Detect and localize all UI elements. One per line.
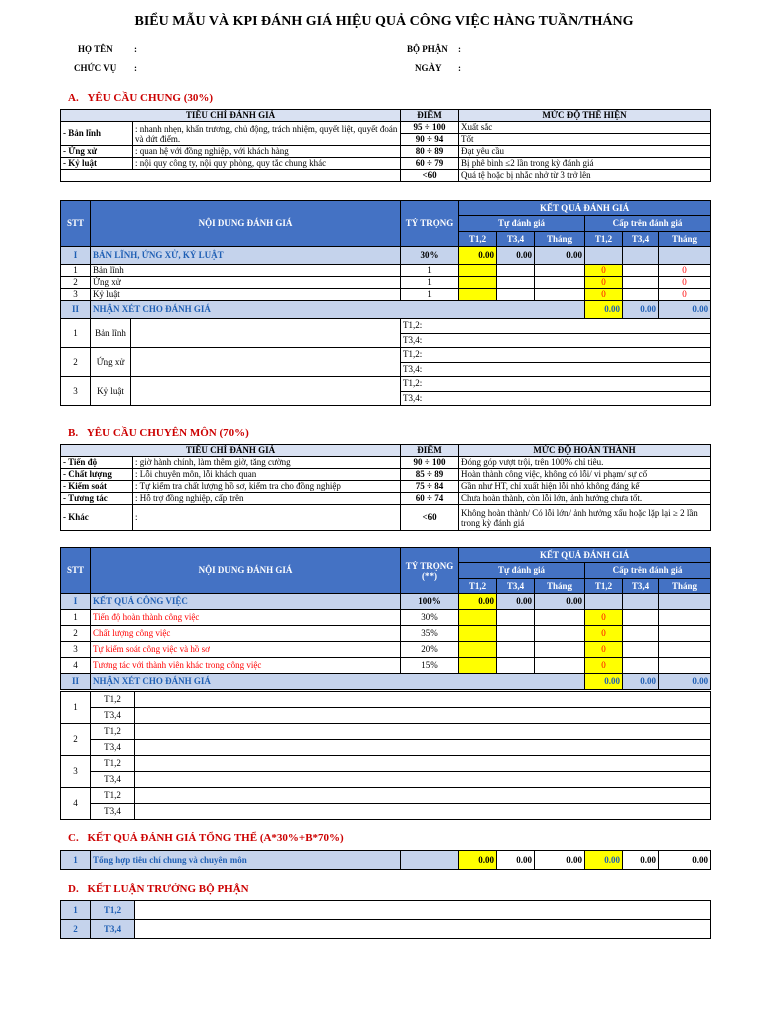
- empty-cell: [659, 594, 711, 610]
- section-d-title: KẾT LUẬN TRƯỞNG BỘ PHẬN: [87, 883, 249, 895]
- comment-t12[interactable]: T1,2:: [401, 377, 711, 392]
- header-month: Tháng: [535, 232, 585, 247]
- crit-name: - Bản lĩnh: [61, 122, 133, 146]
- header-month: Tháng: [659, 232, 711, 247]
- comment-cell: [91, 348, 401, 377]
- empty-cell: [585, 247, 623, 265]
- group-name: NHẬN XÉT CHO ĐÁNH GIÁ: [91, 674, 585, 690]
- comment-label: Ứng xử: [91, 348, 131, 376]
- comment-t12[interactable]: T1,2:: [401, 319, 711, 334]
- total-self-month: 0.00: [535, 851, 585, 870]
- sup-score-t12[interactable]: 0: [585, 277, 623, 289]
- header-t34: T3,4: [623, 232, 659, 247]
- comment-label-t12: T1,2: [91, 788, 135, 804]
- comment-stt: 1: [61, 692, 91, 724]
- comment-t12[interactable]: T1,2:: [401, 348, 711, 363]
- section-d-heading: [68, 883, 249, 895]
- item-stt: 1: [61, 610, 91, 626]
- empty-cell: [585, 594, 623, 610]
- header-month: Tháng: [659, 579, 711, 594]
- sup-score-t34[interactable]: [623, 289, 659, 301]
- header-weight: TỶ TRỌNG: [405, 560, 454, 571]
- item-name: Ứng xử: [91, 277, 401, 289]
- crit-level: Quá tệ hoặc bị nhắc nhở từ 3 trở lên: [459, 170, 711, 182]
- self-score-input[interactable]: [535, 610, 585, 626]
- self-score-input[interactable]: [459, 658, 497, 674]
- crit-header-name: TIÊU CHÍ ĐÁNH GIÁ: [61, 445, 401, 457]
- item-name: Bản lĩnh: [91, 265, 401, 277]
- chuc-vu-label: CHỨC VỤ: [74, 63, 117, 73]
- sup-score-t34[interactable]: [623, 277, 659, 289]
- total-self-t34: 0.00: [497, 851, 535, 870]
- crit-level: Đóng góp vượt trội, trên 100% chỉ tiêu.: [459, 457, 711, 469]
- total-sup-t12: 0.00: [585, 851, 623, 870]
- header-t12: T1,2: [459, 232, 497, 247]
- sup-score-month: [659, 610, 711, 626]
- sup-score-t34[interactable]: [623, 642, 659, 658]
- group-stt: I: [61, 247, 91, 265]
- sup-score-month: 0: [659, 265, 711, 277]
- header-weight-note: (**): [422, 570, 437, 581]
- item-weight: 30%: [401, 610, 459, 626]
- conclusion-stt: 2: [61, 920, 91, 939]
- self-score-input[interactable]: [535, 626, 585, 642]
- sup-score-t34[interactable]: [623, 610, 659, 626]
- comment-label-t12: T1,2: [91, 692, 135, 708]
- crit-header-score: ĐIỂM: [401, 445, 459, 457]
- group-stt: I: [61, 594, 91, 610]
- crit-level: Chưa hoàn thành, còn lỗi lớn, ảnh hưởng chưa tốt.: [459, 493, 711, 505]
- comment-input[interactable]: [135, 740, 711, 756]
- crit-name: - Khác: [61, 505, 133, 531]
- crit-name: - Ứng xử: [61, 146, 133, 158]
- self-score-input[interactable]: [459, 626, 497, 642]
- item-stt: 2: [61, 277, 91, 289]
- crit-level: Tốt: [459, 134, 711, 146]
- header-sup: Cấp trên đánh giá: [585, 216, 711, 232]
- item-name: Tương tác với thành viên khác trong công việc: [91, 658, 401, 674]
- ho-ten-label: HỌ TÊN: [78, 44, 113, 54]
- comment-stt: 1: [61, 319, 91, 348]
- self-score-input[interactable]: [535, 289, 585, 301]
- conclusion-input[interactable]: [135, 920, 711, 939]
- crit-score: 75 ÷ 84: [401, 481, 459, 493]
- section-a-criteria-table: [60, 109, 711, 182]
- sup-score-month: 0: [659, 289, 711, 301]
- total-sup-t34: 0.00: [623, 851, 659, 870]
- header-t12: T1,2: [585, 579, 623, 594]
- item-stt: 3: [61, 289, 91, 301]
- header-t34: T3,4: [497, 579, 535, 594]
- comment-t34[interactable]: T3,4:: [401, 391, 711, 406]
- header-t12: T1,2: [585, 232, 623, 247]
- comment-input[interactable]: [135, 804, 711, 820]
- item-weight: 1: [401, 265, 459, 277]
- comment-cell: [91, 377, 401, 406]
- header-self: Tự đánh giá: [459, 563, 585, 579]
- crit-desc: : Lỗi chuyên môn, lỗi khách quan: [133, 469, 401, 481]
- comment-cell: [91, 319, 401, 348]
- bo-phan-label: BỘ PHẬN: [407, 44, 448, 54]
- comment-stt: 4: [61, 788, 91, 820]
- self-score-input[interactable]: [459, 610, 497, 626]
- comment-label: Bản lĩnh: [91, 319, 131, 347]
- crit-score: 90 ÷ 100: [401, 457, 459, 469]
- section-c-letter: C.: [68, 832, 79, 844]
- group-sup-t34: 0.00: [623, 674, 659, 690]
- bo-phan-colon: :: [458, 44, 461, 54]
- item-name: Kỷ luật: [91, 289, 401, 301]
- crit-name: - Kiểm soát: [61, 481, 133, 493]
- section-b-criteria-table: [60, 444, 711, 531]
- header-t34: T3,4: [497, 232, 535, 247]
- section-b-comments-table: [60, 691, 711, 820]
- header-content: NỘI DUNG ĐÁNH GIÁ: [91, 201, 401, 247]
- section-a-eval-table: [60, 200, 711, 406]
- section-c-table: [60, 850, 711, 870]
- self-score-input[interactable]: [497, 289, 535, 301]
- empty-cell: [61, 170, 401, 182]
- group-name: NHẬN XÉT CHO ĐÁNH GIÁ: [91, 301, 585, 319]
- section-c-title: KẾT QUẢ ĐÁNH GIÁ TỔNG THỂ (A*30%+B*70%): [87, 832, 344, 844]
- item-weight: 1: [401, 277, 459, 289]
- crit-desc: : giờ hành chính, làm thêm giờ, tăng cường: [133, 457, 401, 469]
- self-score-input[interactable]: [459, 265, 497, 277]
- conclusion-label: T1,2: [91, 901, 135, 920]
- crit-level: Không hoàn thành/ Có lỗi lớn/ ảnh hưởng xấu hoặc lặp lại ≥ 2 lần trong kỳ đánh giá: [459, 505, 711, 531]
- comment-label-t12: T1,2: [91, 756, 135, 772]
- crit-desc: : nội quy công ty, nội quy phòng, quy tắc chung khác: [133, 158, 401, 170]
- crit-header-level: MỨC ĐỘ HOÀN THÀNH: [459, 445, 711, 457]
- self-score-input[interactable]: [497, 277, 535, 289]
- sup-score-t34[interactable]: [623, 626, 659, 642]
- page-title: BIỂU MẪU VÀ KPI ĐÁNH GIÁ HIỆU QUẢ CÔNG VIỆC HÀNG TUẦN/THÁNG: [134, 14, 634, 29]
- group-self-t12: 0.00: [459, 247, 497, 265]
- self-score-input[interactable]: [535, 277, 585, 289]
- comment-stt: 2: [61, 348, 91, 377]
- item-stt: 1: [61, 265, 91, 277]
- item-name: Tự kiểm soát công việc và hồ sơ: [91, 642, 401, 658]
- conclusion-stt: 1: [61, 901, 91, 920]
- crit-desc: : nhanh nhẹn, khẩn trương, chủ động, trách nhiệm, quyết liệt, quyết đoán và dứt điểm.: [133, 122, 401, 146]
- crit-desc: :: [133, 505, 401, 531]
- crit-name: - Chất lượng: [61, 469, 133, 481]
- total-stt: 1: [61, 851, 91, 870]
- header-t34: T3,4: [623, 579, 659, 594]
- crit-level: Xuất sắc: [459, 122, 711, 134]
- header-weight-cell: [401, 548, 459, 594]
- item-weight: 15%: [401, 658, 459, 674]
- total-self-t12: 0.00: [459, 851, 497, 870]
- group-self-t34: 0.00: [497, 247, 535, 265]
- crit-header-level: MỨC ĐỘ THỂ HIỆN: [459, 110, 711, 122]
- crit-desc: : quan hệ với đồng nghiệp, với khách hàng: [133, 146, 401, 158]
- crit-score: 60 ÷ 79: [401, 158, 459, 170]
- crit-name: - Tiến độ: [61, 457, 133, 469]
- sup-score-t12[interactable]: 0: [585, 642, 623, 658]
- crit-header-name: TIÊU CHÍ ĐÁNH GIÁ: [61, 110, 401, 122]
- sup-score-t12[interactable]: 0: [585, 626, 623, 642]
- section-b-title: YÊU CẦU CHUYÊN MÔN (70%): [86, 427, 249, 439]
- conclusion-input[interactable]: [135, 901, 711, 920]
- header-sup: Cấp trên đánh giá: [585, 563, 711, 579]
- empty-cell: [659, 247, 711, 265]
- comment-t34[interactable]: T3,4:: [401, 333, 711, 348]
- comment-stt: 3: [61, 377, 91, 406]
- group-sup-month: 0.00: [659, 301, 711, 319]
- ngay-colon: :: [458, 63, 461, 73]
- ho-ten-colon: :: [134, 44, 137, 54]
- section-b-heading: [68, 427, 249, 439]
- self-score-input[interactable]: [497, 626, 535, 642]
- header-content: NỘI DUNG ĐÁNH GIÁ: [91, 548, 401, 594]
- comment-input[interactable]: [135, 772, 711, 788]
- crit-name: - Tương tác: [61, 493, 133, 505]
- empty-cell: [623, 247, 659, 265]
- crit-level: Gần như HT, chỉ xuất hiện lỗi nhỏ không đáng kể: [459, 481, 711, 493]
- section-b-letter: B.: [68, 427, 79, 439]
- self-score-input[interactable]: [497, 642, 535, 658]
- header-self: Tự đánh giá: [459, 216, 585, 232]
- crit-name: - Kỷ luật: [61, 158, 133, 170]
- group-sup-t12: 0.00: [585, 674, 623, 690]
- comment-t34[interactable]: T3,4:: [401, 362, 711, 377]
- ngay-label: NGÀY: [415, 63, 442, 73]
- chuc-vu-colon: :: [134, 63, 137, 73]
- crit-score: 80 ÷ 89: [401, 146, 459, 158]
- comment-stt: 3: [61, 756, 91, 788]
- group-self-month: 0.00: [535, 594, 585, 610]
- item-name: Tiến độ hoàn thành công việc: [91, 610, 401, 626]
- comment-input[interactable]: [135, 708, 711, 724]
- header-month: Tháng: [535, 579, 585, 594]
- comment-label-t34: T3,4: [91, 740, 135, 756]
- crit-score: 60 ÷ 74: [401, 493, 459, 505]
- crit-desc: : Tự kiểm tra chất lượng hồ sơ, kiểm tra cho đồng nghiệp: [133, 481, 401, 493]
- sup-score-t12[interactable]: 0: [585, 265, 623, 277]
- group-name: BẢN LĨNH, ỨNG XỬ, KỶ LUẬT: [91, 247, 401, 265]
- comment-label-t34: T3,4: [91, 804, 135, 820]
- group-sup-t34: 0.00: [623, 301, 659, 319]
- item-weight: 20%: [401, 642, 459, 658]
- section-d-letter: D.: [68, 883, 79, 895]
- group-stt: II: [61, 301, 91, 319]
- section-b-eval-table: [60, 547, 711, 690]
- section-a-letter: A.: [68, 92, 79, 104]
- group-weight: 30%: [401, 247, 459, 265]
- self-score-input[interactable]: [497, 610, 535, 626]
- section-a-title: YÊU CẦU CHUNG (30%): [87, 92, 214, 104]
- comment-stt: 2: [61, 724, 91, 756]
- total-name: Tổng hợp tiêu chí chung và chuyên môn: [91, 851, 401, 870]
- crit-score: 90 ÷ 94: [401, 134, 459, 146]
- crit-score: <60: [401, 505, 459, 531]
- group-weight: 100%: [401, 594, 459, 610]
- self-score-input[interactable]: [497, 658, 535, 674]
- header-stt: STT: [61, 548, 91, 594]
- item-weight: 35%: [401, 626, 459, 642]
- sup-score-month: 0: [659, 277, 711, 289]
- item-stt: 4: [61, 658, 91, 674]
- item-stt: 2: [61, 626, 91, 642]
- comment-input[interactable]: [135, 788, 711, 804]
- empty-cell: [623, 594, 659, 610]
- crit-level: Hoàn thành công việc, không có lỗi/ vi phạm/ sự cố: [459, 469, 711, 481]
- section-c-heading: [68, 832, 344, 844]
- self-score-input[interactable]: [535, 642, 585, 658]
- header-result: KẾT QUẢ ĐÁNH GIÁ: [459, 548, 711, 563]
- sup-score-month: [659, 658, 711, 674]
- comment-label-t34: T3,4: [91, 708, 135, 724]
- crit-level: Bị phê bình ≤2 lần trong kỳ đánh giá: [459, 158, 711, 170]
- self-score-input[interactable]: [535, 265, 585, 277]
- sup-score-t12[interactable]: 0: [585, 658, 623, 674]
- header-weight: TỶ TRỌNG: [401, 201, 459, 247]
- comment-label: Kỷ luật: [91, 377, 131, 405]
- sup-score-t34[interactable]: [623, 265, 659, 277]
- self-score-input[interactable]: [459, 277, 497, 289]
- sup-score-month: [659, 642, 711, 658]
- comment-input[interactable]: [135, 692, 711, 708]
- sup-score-t34[interactable]: [623, 658, 659, 674]
- header-stt: STT: [61, 201, 91, 247]
- header-result: KẾT QUẢ ĐÁNH GIÁ: [459, 201, 711, 216]
- conclusion-label: T3,4: [91, 920, 135, 939]
- self-score-input[interactable]: [459, 289, 497, 301]
- item-stt: 3: [61, 642, 91, 658]
- sup-score-month: [659, 626, 711, 642]
- section-d-table: [60, 900, 711, 939]
- comment-label-t12: T1,2: [91, 724, 135, 740]
- group-self-t34: 0.00: [497, 594, 535, 610]
- crit-desc: : Hỗ trợ đồng nghiệp, cấp trên: [133, 493, 401, 505]
- crit-score: 95 ÷ 100: [401, 122, 459, 134]
- self-score-input[interactable]: [497, 265, 535, 277]
- group-sup-t12: 0.00: [585, 301, 623, 319]
- group-stt: II: [61, 674, 91, 690]
- crit-score: 85 ÷ 89: [401, 469, 459, 481]
- self-score-input[interactable]: [459, 642, 497, 658]
- crit-level: Đạt yêu cầu: [459, 146, 711, 158]
- item-name: Chất lượng công việc: [91, 626, 401, 642]
- section-a-heading: [68, 92, 213, 104]
- total-sup-month: 0.00: [659, 851, 711, 870]
- crit-header-score: ĐIỂM: [401, 110, 459, 122]
- group-sup-month: 0.00: [659, 674, 711, 690]
- comment-input[interactable]: [135, 724, 711, 740]
- comment-label-t34: T3,4: [91, 772, 135, 788]
- header-t12: T1,2: [459, 579, 497, 594]
- item-weight: 1: [401, 289, 459, 301]
- crit-score: <60: [401, 170, 459, 182]
- group-self-t12: 0.00: [459, 594, 497, 610]
- self-score-input[interactable]: [535, 658, 585, 674]
- group-self-month: 0.00: [535, 247, 585, 265]
- empty-cell: [401, 851, 459, 870]
- sup-score-t12[interactable]: 0: [585, 610, 623, 626]
- group-name: KẾT QUẢ CÔNG VIỆC: [91, 594, 401, 610]
- comment-input[interactable]: [135, 756, 711, 772]
- sup-score-t12[interactable]: 0: [585, 289, 623, 301]
